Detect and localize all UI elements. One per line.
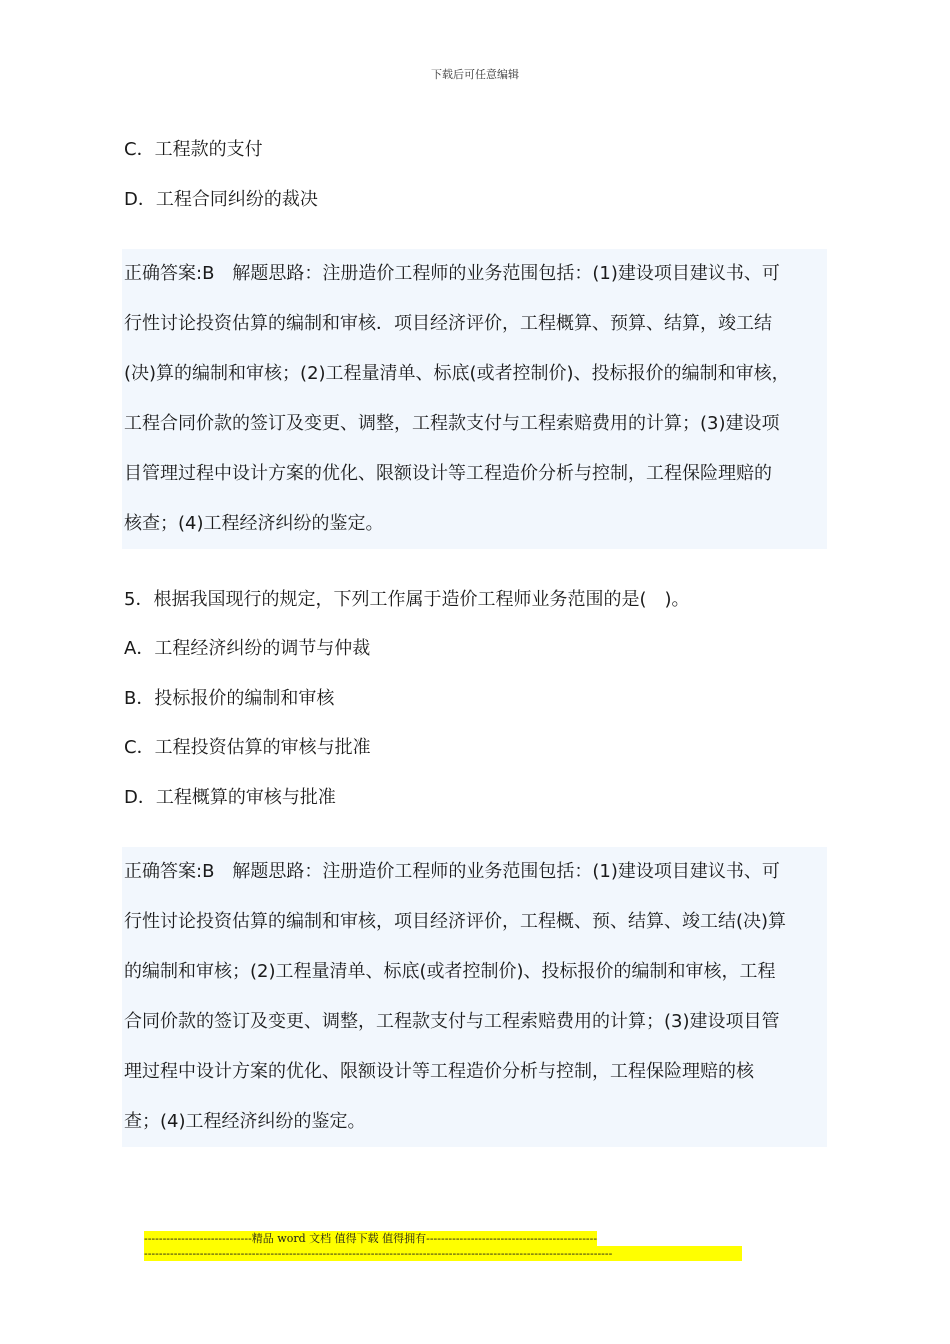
answer-line: 行性讨论投资估算的编制和审核，项目经济评价，工程概、预、结算、竣工结(决)算 xyxy=(124,911,787,932)
answer-line: 核查；(4)工程经济纠纷的鉴定。 xyxy=(124,513,384,534)
answer-line: 目管理过程中设计方案的优化、限额设计等工程造价分析与控制，工程保险理赔的 xyxy=(124,463,772,484)
answer-line: 的编制和审核；(2)工程量清单、标底(或者控制价)、投标报价的编制和审核，工程 xyxy=(124,961,776,982)
q4-option-c: C．工程款的支付 xyxy=(124,139,263,160)
answer-line: 行性讨论投资估算的编制和审核．项目经济评价，工程概算、预算、结算，竣工结 xyxy=(124,313,772,334)
answer-block-q5 xyxy=(122,847,827,1147)
answer-line: 正确答案:B 解题思路：注册造价工程师的业务范围包括：(1)建设项目建议书、可 xyxy=(124,861,780,882)
page-header-note: 下载后可任意编辑 xyxy=(431,68,519,81)
answer-line: 理过程中设计方案的优化、限额设计等工程造价分析与控制，工程保险理赔的核 xyxy=(124,1061,754,1082)
answer-block-q4 xyxy=(122,249,827,549)
q4-option-d: D．工程合同纠纷的裁决 xyxy=(124,189,318,210)
q5-option-a: A．工程经济纠纷的调节与仲裁 xyxy=(124,638,371,659)
q5-option-d: D．工程概算的审核与批准 xyxy=(124,787,336,808)
answer-line: 查；(4)工程经济纠纷的鉴定。 xyxy=(124,1111,366,1132)
footer-banner-line-1: -----------------------------精品 word 文档 值得下载 值得拥有---------------------------------------------- xyxy=(144,1232,598,1245)
q5-option-b: B．投标报价的编制和审核 xyxy=(124,688,335,709)
q5-option-c: C．工程投资估算的审核与批准 xyxy=(124,737,371,758)
answer-line: (决)算的编制和审核；(2)工程量清单、标底(或者控制价)、投标报价的编制和审核， xyxy=(124,363,790,384)
answer-line: 合同价款的签订及变更、调整，工程款支付与工程索赔费用的计算；(3)建设项目管 xyxy=(124,1011,780,1032)
q5-stem: 5．根据我国现行的规定，下列工作属于造价工程师业务范围的是( )。 xyxy=(124,589,690,610)
footer-banner-line-2: ------------------------------------------------------------------------------------------------------------------------------ xyxy=(144,1246,742,1261)
answer-line: 正确答案:B 解题思路：注册造价工程师的业务范围包括：(1)建设项目建议书、可 xyxy=(124,263,780,284)
answer-line: 工程合同价款的签订及变更、调整，工程款支付与工程索赔费用的计算；(3)建设项 xyxy=(124,413,780,434)
